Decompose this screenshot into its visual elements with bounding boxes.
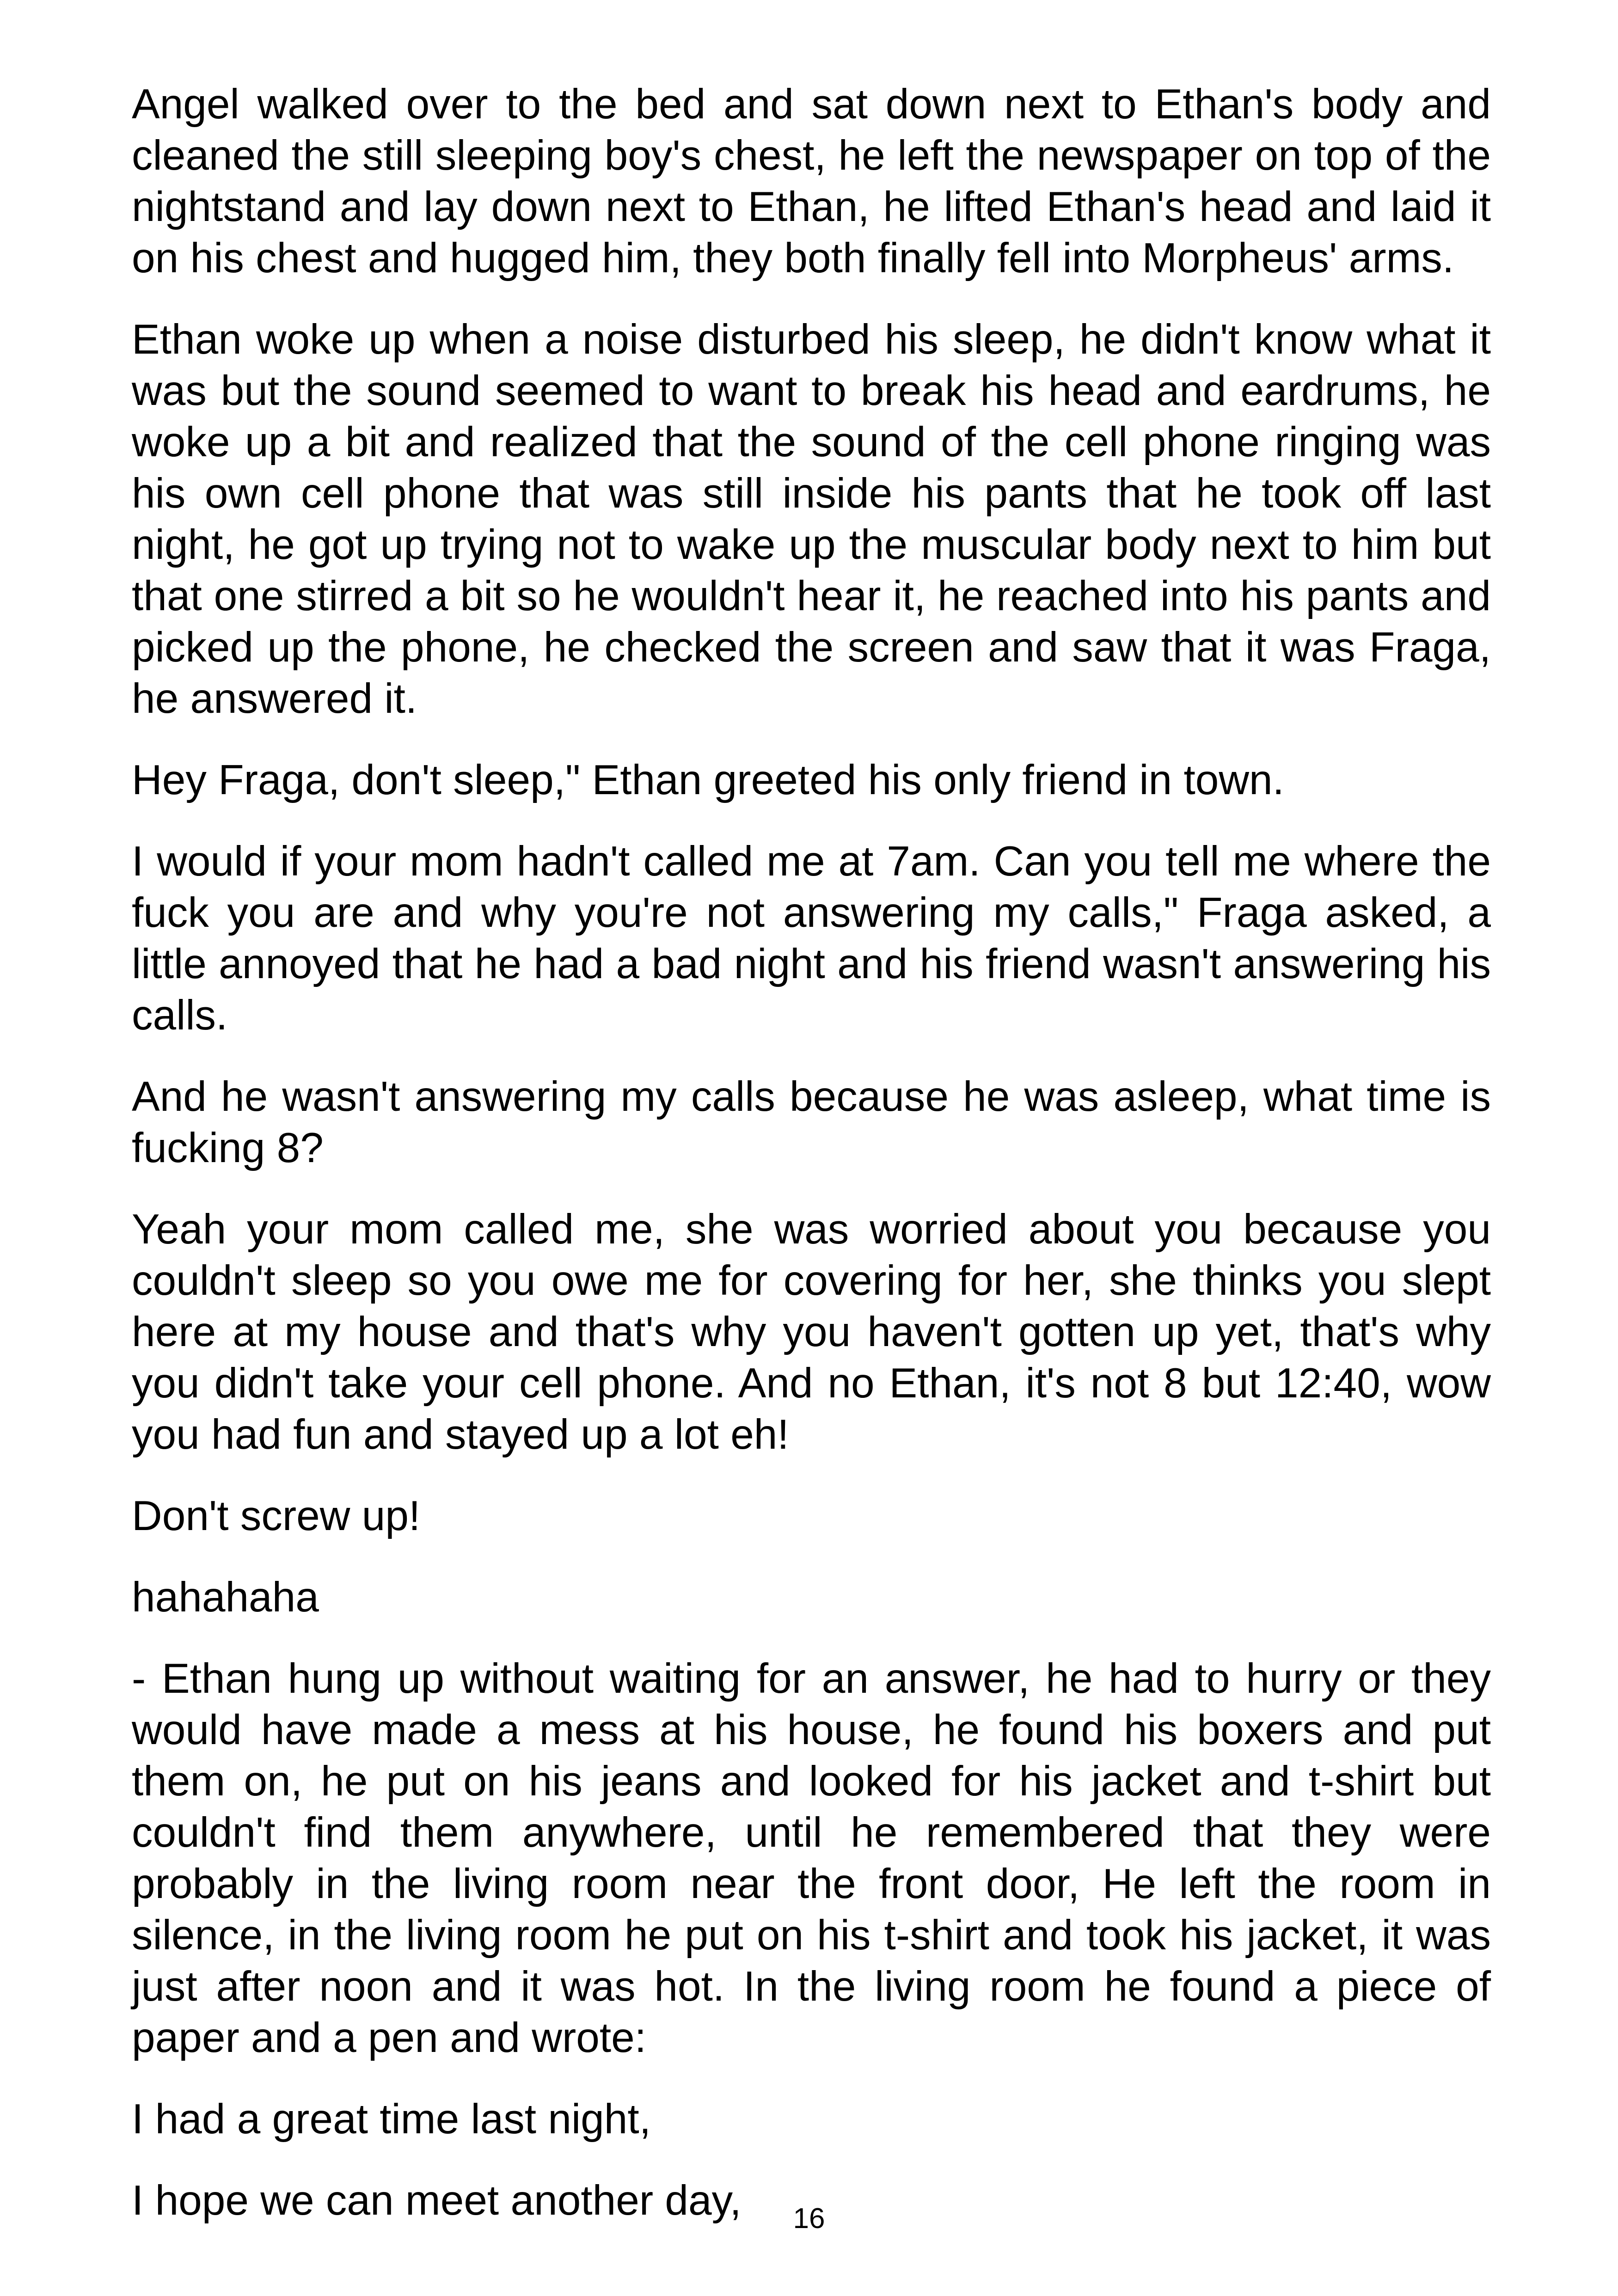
page-number: 16: [793, 2203, 825, 2235]
paragraph-1: Angel walked over to the bed and sat down next to Ethan's body and cleaned the still sleeping boy's chest, he left the newspaper on top of the nightstand and lay down next to Ethan, he lifted Ethan's head and laid it on his chest and hugged him, they both finally fell into Morpheus' arms.: [132, 81, 1491, 282]
paragraph-6: Yeah your mom called me, she was worried about you because you couldn't sleep so you owe me for covering for her, she thinks you slept here at my house and that's why you haven't gotten up yet, that's why you didn't take your cell phone. And no Ethan, it's not 8 but 12:40, wow you had fun and stayed up a lot eh!: [132, 1206, 1491, 1458]
paragraph-8: hahahaha: [132, 1574, 319, 1621]
paragraph-2: Ethan woke up when a noise disturbed his sleep, he didn't know what it was but the sound seemed to want to break his head and eardrums, he woke up a bit and realized that the sound of the cell phone ringing was his own cell phone that was still inside his pants that he took off last night, he got up trying not to wake up the muscular body next to him but that one stirred a bit so he wouldn't hear it, he reached into his pants and picked up the phone, he checked the screen and saw that it was Fraga, he answered it.: [132, 316, 1491, 722]
paragraph-3: Hey Fraga, don't sleep," Ethan greeted his only friend in town.: [132, 757, 1284, 803]
body-text: [132, 79, 1491, 2256]
paragraph-7: Don't screw up!: [132, 1493, 421, 1539]
paragraph-10: I had a great time last night,: [132, 2096, 651, 2143]
paragraph-4: I would if your mom hadn't called me at 7am. Can you tell me where the fuck you are and why you're not answering my calls," Fraga asked, a little annoyed that he had a bad night and his friend wasn't answering his calls.: [132, 838, 1491, 1039]
paragraph-9: - Ethan hung up without waiting for an answer, he had to hurry or they would have made a mess at his house, he found his boxers and put them on, he put on his jeans and looked for his jacket and t-shirt but couldn't find them anywhere, until he remembered that they were probably in the living room near the front door, He left the room in silence, in the living room he put on his t-shirt and took his jacket, it was just after noon and it was hot. In the living room he found a piece of paper and a pen and wrote:: [132, 1655, 1491, 2061]
paragraph-11: I hope we can meet another day,: [132, 2177, 742, 2224]
paragraph-5: And he wasn't answering my calls because he was asleep, what time is fucking 8?: [132, 1073, 1491, 1171]
